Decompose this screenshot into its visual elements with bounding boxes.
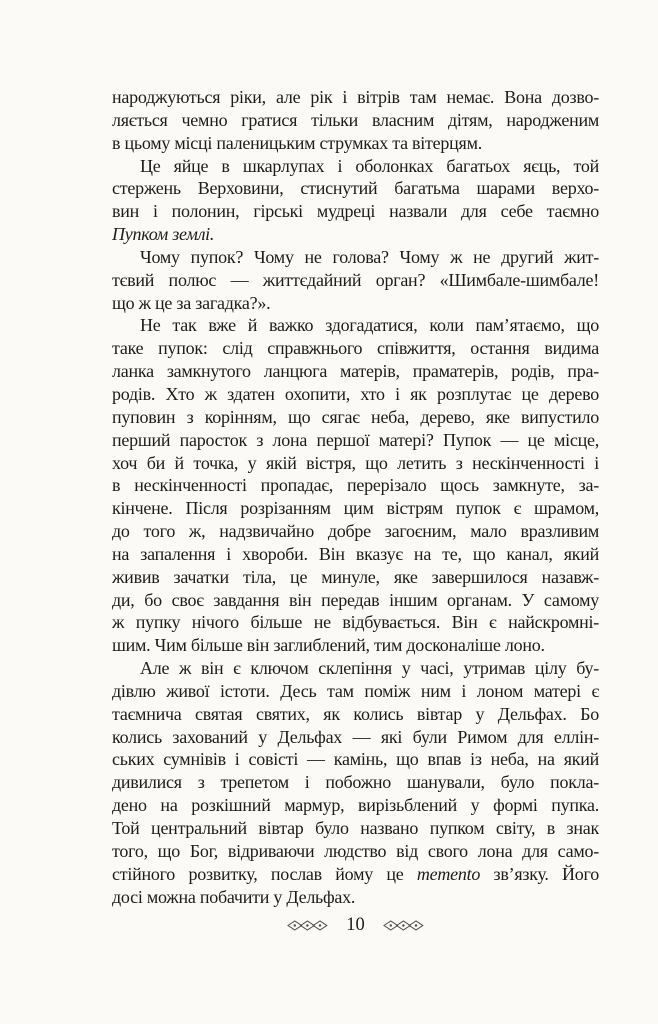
text-segment: Не так вже й важко здогадатися, коли пам’ятаємо, що [140, 315, 599, 336]
text-segment: що ж це за загадка?». [112, 292, 271, 313]
text-segment: пуповин з корінням, що сягає неба, дерево, яке випустило [112, 406, 599, 427]
text-line [112, 246, 599, 269]
text-segment: шим. Чим більше він заглиблений, тим досконаліше лоно. [112, 635, 545, 656]
text-segment: дивилися з трепетом і побожно шанували, було покла- [112, 772, 599, 793]
text-line [112, 840, 599, 863]
text-line [112, 292, 599, 315]
text-line [112, 726, 599, 749]
text-segment: ди, бо своє завдання він передав іншим органам. У самому [112, 589, 599, 610]
text-segment: стержень Верховини, стиснутий багатьма шарами верхо- [112, 178, 599, 199]
text-segment: таємнича святая святих, як колись вівтар у Дельфах. Бо [112, 703, 599, 724]
text-line [112, 360, 599, 383]
text-line [112, 383, 599, 406]
text-segment: ських сумнівів і совісті — камінь, що впав із неба, на який [112, 749, 599, 770]
text-line [112, 406, 599, 429]
text-segment: Чому пупок? Чому не голова? Чому ж не другий жит- [140, 246, 599, 267]
text-line [112, 703, 599, 726]
text-segment: живив зачатки тіла, це минуле, яке завершилося назавж- [112, 566, 599, 587]
text-line [112, 817, 599, 840]
text-line [112, 109, 599, 132]
text-line [112, 748, 599, 771]
body-text [112, 86, 599, 908]
text-line [112, 520, 599, 543]
text-segment: ланка замкнутого ланцюга матерів, праматерів, родів, пра- [112, 361, 599, 382]
text-segment: зв’язку. Його [480, 863, 599, 884]
text-line [112, 566, 599, 589]
text-line [112, 771, 599, 794]
text-segment: колись захований у Дельфах — які були Римом для еллін- [112, 726, 599, 747]
text-line [112, 886, 599, 909]
text-line [112, 680, 599, 703]
text-segment: в цьому місці паленицьким струмках та вітерцям. [112, 132, 482, 153]
text-segment: Той центральний вівтар було названо пупком світу, в знак [112, 818, 599, 838]
text-line [112, 611, 599, 634]
text-line [112, 452, 599, 475]
text-segment: на запалення і хвороби. Він вказує на те, що канал, який [112, 543, 599, 564]
text-line [112, 337, 599, 360]
text-segment: в нескінченності пропадає, перерізало щось замкнуте, за- [112, 475, 599, 496]
text-line [112, 132, 599, 155]
text-line [112, 589, 599, 612]
text-line [112, 269, 599, 292]
text-segment: хоч би й точка, у якій вістря, що летить з нескінченності і [112, 452, 599, 473]
text-segment: ляється чемно гратися тільки власним дітям, народженим [112, 109, 599, 130]
text-line [112, 634, 599, 657]
text-line [112, 200, 599, 223]
page-number: 10 [346, 915, 365, 935]
italic-text: memento [416, 863, 481, 884]
text-line [112, 86, 599, 109]
text-segment: Це яйце в шкарлупах і оболонках багатьох яєць, той [140, 155, 599, 176]
text-segment: народжуються ріки, але рік і вітрів там немає. Вона дозво- [112, 87, 599, 107]
text-segment: до того ж, надзвичайно добре загоєним, мало вразливим [112, 521, 599, 542]
text-segment: стійного розвитку, послав йому це [112, 863, 417, 884]
text-line [112, 863, 599, 886]
text-segment: Але ж він є ключом склепіння у часі, утримав цілу бу- [140, 658, 599, 679]
text-segment: того, що Бог, відриваючи людство від свого лона для само- [112, 840, 599, 861]
text-segment: досі можна побачити у Дельфах. [112, 886, 356, 907]
text-line [112, 474, 599, 497]
text-segment: дівлю живої істоти. Десь там поміж ним і лоном матері є [112, 680, 599, 701]
text-segment: перший паросток з лона першої матері? Пупок — це місце, [112, 429, 599, 450]
text-segment: кінчене. Після розрізанням цим вістрям пупок є шрамом, [112, 498, 599, 519]
text-segment: дено на розкішний мармур, вирізьблений у формі пупка. [112, 795, 599, 816]
text-line [112, 429, 599, 452]
text-segment: тєвий полюс — життєдайний орган? «Шимбале-шимбале! [112, 269, 599, 290]
text-line [112, 794, 599, 817]
text-line [112, 223, 599, 246]
text-line [112, 657, 599, 680]
text-line [112, 314, 599, 337]
text-segment: ж пупку нічого більше не відбувається. Він є найскромні- [112, 612, 599, 633]
text-line [112, 497, 599, 520]
diamond-chain-ornament-left [287, 919, 328, 932]
text-line [112, 155, 599, 178]
diamond-chain-ornament-right [383, 919, 424, 932]
italic-text: Пупком землі. [112, 224, 215, 245]
page-footer [112, 912, 599, 938]
text-segment: таке пупок: слід справжнього співжиття, остання видима [112, 338, 599, 359]
text-line [112, 543, 599, 566]
text-segment: родів. Хто ж здатен охопити, хто і як розплутає це дерево [112, 383, 599, 404]
text-segment: вин і полонин, гірські мудреці назвали для себе таємно [112, 201, 599, 222]
text-line [112, 177, 599, 200]
